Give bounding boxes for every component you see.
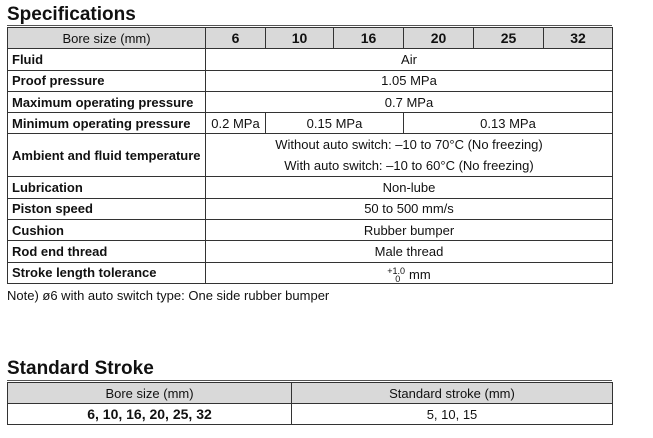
standard-stroke-table — [7, 382, 613, 425]
ambient-temperature-label: Ambient and fluid temperature — [8, 134, 206, 177]
bore-size-16: 16 — [334, 28, 404, 49]
rod-end-thread-label: Rod end thread — [8, 241, 206, 262]
stroke-tolerance-label: Stroke length tolerance — [8, 262, 206, 283]
fluid-value: Air — [206, 49, 613, 70]
min-operating-pressure-6: 0.2 MPa — [206, 113, 266, 134]
tolerance-expression — [387, 267, 430, 283]
piston-speed-value: 50 to 500 mm/s — [206, 198, 613, 219]
standard-stroke-title: Standard Stroke — [7, 358, 154, 379]
bore-size-20: 20 — [404, 28, 474, 49]
proof-pressure-label: Proof pressure — [8, 70, 206, 91]
max-operating-pressure-row — [8, 91, 613, 112]
stroke-bore-header: Bore size (mm) — [8, 383, 292, 404]
proof-pressure-row — [8, 70, 613, 91]
specifications-title-rule — [7, 25, 612, 26]
spec-header-row — [8, 28, 613, 49]
lubrication-label: Lubrication — [8, 177, 206, 198]
stroke-tolerance-value — [206, 262, 613, 283]
rod-end-thread-value: Male thread — [206, 241, 613, 262]
specifications-table — [7, 27, 613, 284]
ambient-temperature-value — [206, 134, 613, 177]
bore-size-32: 32 — [544, 28, 613, 49]
bore-size-25: 25 — [474, 28, 544, 49]
min-operating-pressure-label: Minimum operating pressure — [8, 113, 206, 134]
bore-size-header: Bore size (mm) — [8, 28, 206, 49]
spec-note: Note) ø6 with auto switch type: One side rubber bumper — [7, 288, 330, 303]
min-operating-pressure-10-16: 0.15 MPa — [266, 113, 404, 134]
rod-end-thread-row — [8, 241, 613, 262]
min-operating-pressure-row — [8, 113, 613, 134]
ambient-without-switch: Without auto switch: –10 to 70°C (No freezing) — [275, 137, 543, 153]
tolerance-lower: 0 — [395, 273, 401, 284]
standard-stroke-title-rule — [7, 380, 612, 381]
stroke-bore-value: 6, 10, 16, 20, 25, 32 — [8, 404, 292, 425]
tolerance-fraction — [387, 267, 405, 283]
bore-size-10: 10 — [266, 28, 334, 49]
lubrication-value: Non-lube — [206, 177, 613, 198]
piston-speed-label: Piston speed — [8, 198, 206, 219]
stroke-length-header: Standard stroke (mm) — [292, 383, 613, 404]
tolerance-unit: mm — [409, 267, 431, 283]
proof-pressure-value: 1.05 MPa — [206, 70, 613, 91]
stroke-header-row — [8, 383, 613, 404]
fluid-row — [8, 49, 613, 70]
max-operating-pressure-value: 0.7 MPa — [206, 91, 613, 112]
piston-speed-row — [8, 198, 613, 219]
lubrication-row — [8, 177, 613, 198]
min-operating-pressure-20-32: 0.13 MPa — [404, 113, 613, 134]
ambient-with-switch: With auto switch: –10 to 60°C (No freezing) — [284, 158, 534, 174]
stroke-length-value: 5, 10, 15 — [292, 404, 613, 425]
cushion-label: Cushion — [8, 220, 206, 241]
cushion-row — [8, 220, 613, 241]
bore-size-6: 6 — [206, 28, 266, 49]
cushion-value: Rubber bumper — [206, 220, 613, 241]
stroke-tolerance-row — [8, 262, 613, 283]
stroke-value-row — [8, 404, 613, 425]
tolerance-upper: +1.0 — [387, 265, 406, 276]
max-operating-pressure-label: Maximum operating pressure — [8, 91, 206, 112]
specifications-title: Specifications — [7, 4, 136, 25]
fluid-label: Fluid — [8, 49, 206, 70]
ambient-temperature-row — [8, 134, 613, 177]
